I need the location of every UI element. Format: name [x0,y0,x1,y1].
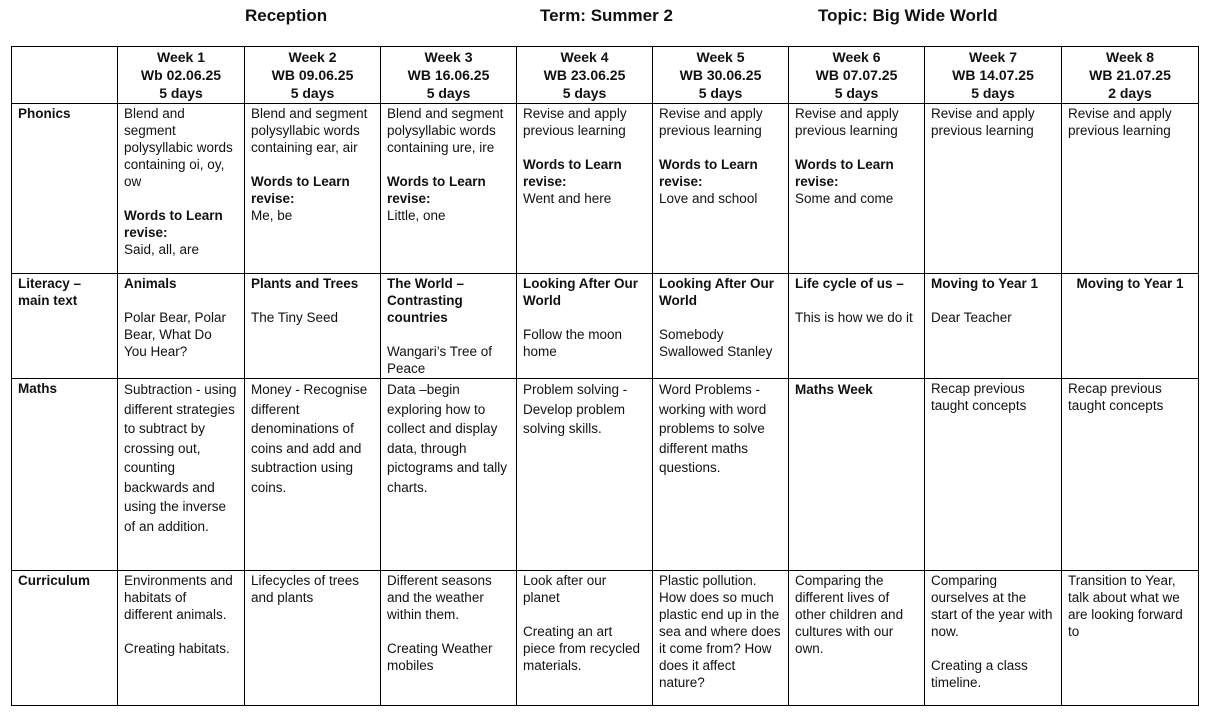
row-label-phonics: Phonics [12,104,118,274]
phonics-cell: Blend and segment polysyllabic words containing oi, oy, ow Words to Learn revise: Said, all, are [118,104,245,274]
literacy-cell: The World – Contrasting countries Wangari’s Tree of Peace [381,274,517,379]
maths-row [12,379,1199,571]
literacy-row [12,274,1199,379]
phonics-cell: Revise and apply previous learning Words to Learn revise: Went and here [517,104,653,274]
literacy-cell: Life cycle of us – This is how we do it [789,274,925,379]
maths-cell: Problem solving - Develop problem solving skills. [517,379,653,571]
row-label-maths: Maths [12,379,118,571]
phonics-row [12,104,1199,274]
phonics-cell: Revise and apply previous learning [925,104,1062,274]
topic-title: Topic: Big Wide World [818,6,998,25]
phonics-cell: Revise and apply previous learning [1062,104,1199,274]
maths-cell: Data –begin exploring how to collect and display data, through pictograms and tally charts. [381,379,517,571]
week-header: Week 4 WB 23.06.25 5 days [517,47,653,104]
phonics-cell: Revise and apply previous learning Words to Learn revise: Some and come [789,104,925,274]
phonics-cell: Blend and segment polysyllabic words containing ear, air Words to Learn revise: Me, be [245,104,381,274]
literacy-cell: Moving to Year 1 Dear Teacher [925,274,1062,379]
class-title: Reception [245,6,328,25]
curriculum-cell: Comparing the different lives of other children and cultures with our own. [789,571,925,706]
curriculum-cell: Transition to Year, talk about what we are looking forward to [1062,571,1199,706]
curriculum-cell: Environments and habitats of different animals. Creating habitats. [118,571,245,706]
phonics-cell: Revise and apply previous learning Words to Learn revise: Love and school [653,104,789,274]
week-header: Week 2 WB 09.06.25 5 days [245,47,381,104]
literacy-cell: Looking After Our World Somebody Swallowed Stanley [653,274,789,379]
week-header: Week 7 WB 14.07.25 5 days [925,47,1062,104]
planning-table [11,46,1199,706]
week-header: Week 1 Wb 02.06.25 5 days [118,47,245,104]
curriculum-cell: Plastic pollution. How does so much plastic end up in the sea and where does it come from? How does it affect nature? [653,571,789,706]
phonics-cell: Blend and segment polysyllabic words containing ure, ire Words to Learn revise: Little, one [381,104,517,274]
maths-cell: Word Problems - working with word problems to solve different maths questions. [653,379,789,571]
week-header: Week 8 WB 21.07.25 2 days [1062,47,1199,104]
curriculum-row [12,571,1199,706]
header-row [12,47,1199,104]
maths-cell: Recap previous taught concepts [925,379,1062,571]
curriculum-cell: Look after our planet Creating an art piece from recycled materials. [517,571,653,706]
week-header: Week 3 WB 16.06.25 5 days [381,47,517,104]
literacy-cell: Animals Polar Bear, Polar Bear, What Do You Hear? [118,274,245,379]
literacy-cell: Looking After Our World Follow the moon home [517,274,653,379]
row-label-literacy: Literacy – main text [12,274,118,379]
curriculum-cell: Different seasons and the weather within them. Creating Weather mobiles [381,571,517,706]
literacy-cell: Plants and Trees The Tiny Seed [245,274,381,379]
term-title: Term: Summer 2 [540,6,673,25]
maths-cell: Recap previous taught concepts [1062,379,1199,571]
curriculum-cell: Comparing ourselves at the start of the year with now. Creating a class timeline. [925,571,1062,706]
maths-cell: Money - Recognise different denominations of coins and add and subtraction using coins. [245,379,381,571]
maths-cell: Maths Week [789,379,925,571]
week-header: Week 5 WB 30.06.25 5 days [653,47,789,104]
week-header: Week 6 WB 07.07.25 5 days [789,47,925,104]
literacy-cell: Moving to Year 1 [1062,274,1199,379]
curriculum-cell: Lifecycles of trees and plants [245,571,381,706]
corner-cell [12,47,118,104]
maths-cell: Subtraction - using different strategies to subtract by crossing out, counting backwards and using the inverse of an addition. [118,379,245,571]
row-label-curriculum: Curriculum [12,571,118,706]
